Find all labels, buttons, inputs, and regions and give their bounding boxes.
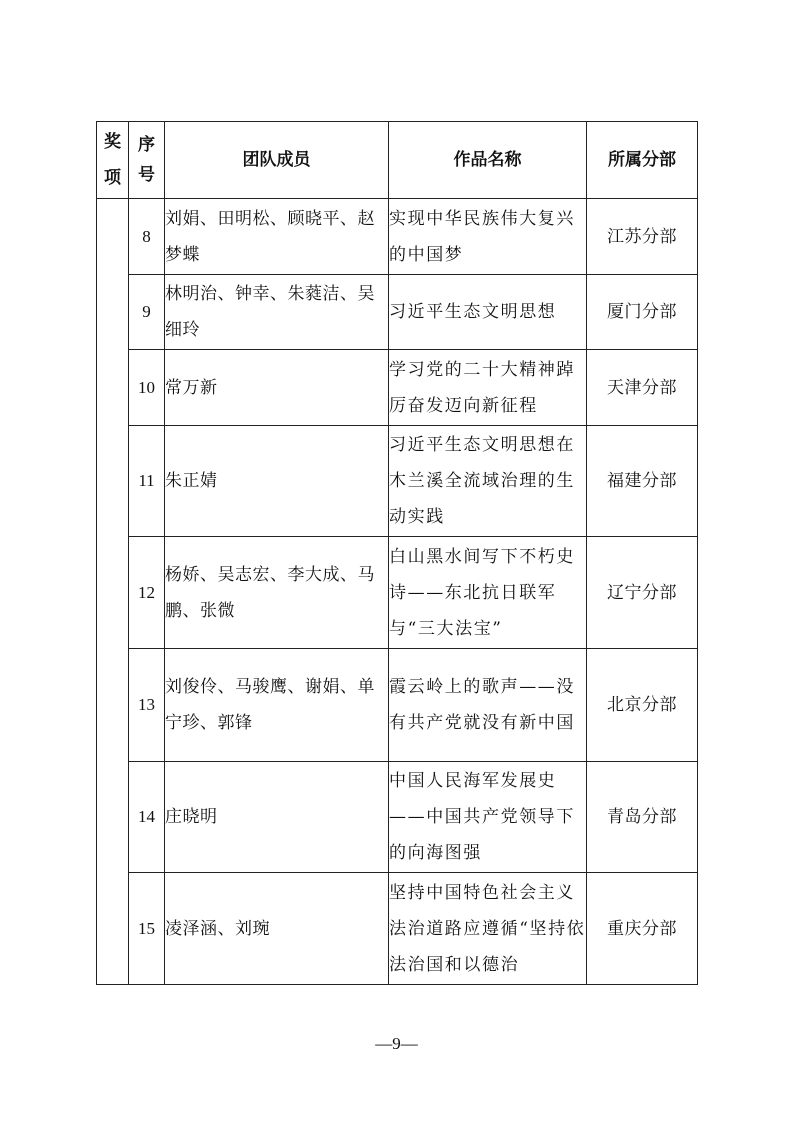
row-seq: 8 [129,199,165,275]
row-work: 霞云岭上的歌声——没有共产党就没有新中国 [389,649,587,762]
row-members: 刘娟、田明松、顾晓平、赵梦蝶 [165,199,389,275]
table-row [97,426,698,537]
row-seq: 9 [129,275,165,350]
table-row [97,649,698,762]
header-work: 作品名称 [389,122,587,199]
row-branch: 天津分部 [587,350,698,426]
row-seq: 12 [129,537,165,649]
row-seq: 14 [129,762,165,873]
row-members: 朱正婧 [165,426,389,537]
row-members: 凌泽涵、刘琬 [165,873,389,985]
row-work: 中国人民海军发展史——中国共产党领导下的向海图强 [389,762,587,873]
row-branch: 厦门分部 [587,275,698,350]
row-branch: 辽宁分部 [587,537,698,649]
row-work: 习近平生态文明思想 [389,275,587,350]
row-seq: 15 [129,873,165,985]
row-members: 林明治、钟幸、朱蕤洁、吴细玲 [165,275,389,350]
table-row [97,537,698,649]
row-branch: 江苏分部 [587,199,698,275]
row-members: 庄晓明 [165,762,389,873]
table-row [97,199,698,275]
row-branch: 重庆分部 [587,873,698,985]
header-seq-line2: 号 [138,165,155,185]
header-seq [129,122,165,199]
row-members: 杨娇、吴志宏、李大成、马鹏、张微 [165,537,389,649]
table-row [97,762,698,873]
header-seq-line1: 序 [138,135,155,155]
row-seq: 13 [129,649,165,762]
table-row [97,350,698,426]
row-work: 坚持中国特色社会主义法治道路应遵循“坚持依法治国和以德治 [389,873,587,985]
row-seq: 11 [129,426,165,537]
row-branch: 青岛分部 [587,762,698,873]
row-branch: 北京分部 [587,649,698,762]
row-work: 习近平生态文明思想在木兰溪全流域治理的生动实践 [389,426,587,537]
header-branch: 所属分部 [587,122,698,199]
row-work: 实现中华民族伟大复兴的中国梦 [389,199,587,275]
award-cell [97,199,129,985]
row-work: 学习党的二十大精神踔厉奋发迈向新征程 [389,350,587,426]
header-award [97,122,129,199]
award-table [96,121,698,985]
row-branch: 福建分部 [587,426,698,537]
header-members: 团队成员 [165,122,389,199]
header-award-line2: 项 [104,168,121,188]
header-row [97,122,698,199]
row-seq: 10 [129,350,165,426]
page-number: —9— [375,1034,418,1053]
header-award-line1: 奖 [104,132,121,152]
row-work: 白山黑水间写下不朽史诗——东北抗日联军与“三大法宝” [389,537,587,649]
row-members: 刘俊伶、马骏鹰、谢娟、单宁珍、郭锋 [165,649,389,762]
table-row [97,873,698,985]
row-members: 常万新 [165,350,389,426]
table-row [97,275,698,350]
